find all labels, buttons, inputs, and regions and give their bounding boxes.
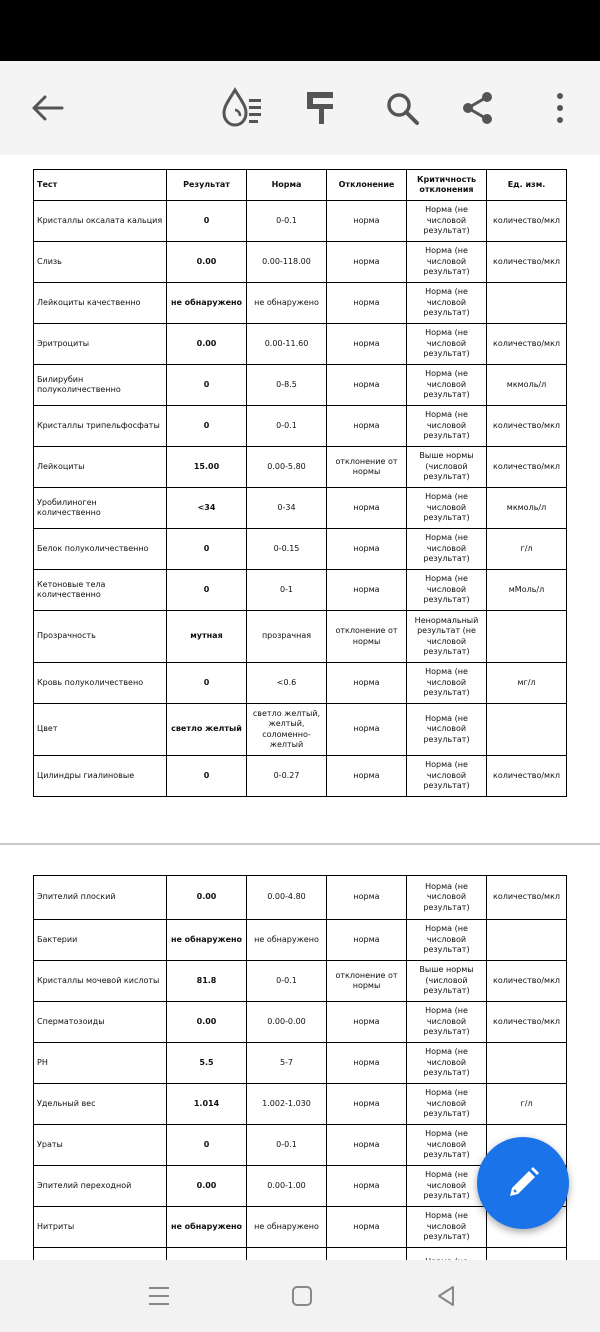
cell-criticality: Норма (не числовой результат) <box>407 283 487 324</box>
cell-test: Цилиндры гиалиновые <box>34 756 167 797</box>
header-unit: Ед. изм. <box>487 170 567 201</box>
nav-back-button[interactable] <box>426 1276 466 1316</box>
cell-unit <box>487 611 567 663</box>
cell-test: Кетоновые тела количественно <box>34 570 167 611</box>
cell-deviation: норма <box>327 663 407 704</box>
cell-result: 0 <box>167 663 247 704</box>
cell-unit <box>487 1043 567 1084</box>
cell-deviation: отклонение от нормы <box>327 961 407 1002</box>
cell-test: Ураты <box>34 1125 167 1166</box>
cell-unit: г/л <box>487 1084 567 1125</box>
cell-criticality: Норма (не числовой результат) <box>407 920 487 961</box>
cell-unit: мг/л <box>487 663 567 704</box>
cell-criticality: Норма (не числовой результат) <box>407 1207 487 1248</box>
table-row <box>34 529 567 570</box>
cell-deviation: норма <box>327 324 407 365</box>
cell-norm: 0-0.27 <box>247 756 327 797</box>
cell-result: светло желтый <box>167 704 247 756</box>
cell-norm: 0.00-5.80 <box>247 447 327 488</box>
cell-test: Лейкоциты качественно <box>34 283 167 324</box>
table-header-row <box>34 170 567 201</box>
nav-home-button[interactable] <box>282 1276 322 1316</box>
cell-unit: количество/мкл <box>487 876 567 920</box>
cell-result: 0.00 <box>167 1002 247 1043</box>
menu-icon <box>147 1285 171 1307</box>
cell-deviation: норма <box>327 242 407 283</box>
cell-result: не обнаружено <box>167 1207 247 1248</box>
table-row <box>34 704 567 756</box>
share-icon <box>460 90 496 126</box>
header-result: Результат <box>167 170 247 201</box>
cell-result: 0 <box>167 756 247 797</box>
cell-result: 0 <box>167 201 247 242</box>
cell-norm: прозрачная <box>247 611 327 663</box>
cell-criticality: Норма (не числовой результат) <box>407 529 487 570</box>
table-row <box>34 406 567 447</box>
cell-unit: количество/мкл <box>487 756 567 797</box>
cell-norm: 0-0.15 <box>247 529 327 570</box>
cell-deviation: норма <box>327 365 407 406</box>
cell-result: 0.00 <box>167 1166 247 1207</box>
cell-result: 0 <box>167 1125 247 1166</box>
cell-norm: 0.00-0.00 <box>247 1002 327 1043</box>
cell-test: Слизь <box>34 242 167 283</box>
cell-deviation: норма <box>327 1002 407 1043</box>
cell-norm: не обнаружено <box>247 920 327 961</box>
cell-result: мутная <box>167 611 247 663</box>
cell-test: Кровь полуколичествено <box>34 663 167 704</box>
cell-test: Кристаллы трипельфосфаты <box>34 406 167 447</box>
cell-criticality: Норма (не числовой результат) <box>407 1002 487 1043</box>
cell-unit: количество/мкл <box>487 201 567 242</box>
cell-criticality: Выше нормы (числовой результат) <box>407 447 487 488</box>
table-row <box>34 488 567 529</box>
reflow-button[interactable] <box>295 83 345 133</box>
water-text-icon <box>218 87 264 129</box>
cell-deviation: норма <box>327 1125 407 1166</box>
cell-criticality: Норма (не числовой результат) <box>407 570 487 611</box>
page-separator <box>0 843 600 845</box>
table-row <box>34 242 567 283</box>
cell-criticality: Норма (не числовой результат) <box>407 1125 487 1166</box>
search-button[interactable] <box>377 83 427 133</box>
cell-deviation: отклонение от нормы <box>327 611 407 663</box>
header-test: Тест <box>34 170 167 201</box>
back-triangle-icon <box>434 1284 458 1308</box>
cell-deviation: норма <box>327 920 407 961</box>
cell-result: 81.8 <box>167 961 247 1002</box>
cell-criticality: Норма (не числовой результат) <box>407 876 487 920</box>
table-row <box>34 201 567 242</box>
cell-criticality: Выше нормы (числовой результат) <box>407 961 487 1002</box>
cell-test: PH <box>34 1043 167 1084</box>
cell-unit: мкмоль/л <box>487 365 567 406</box>
cell-deviation: норма <box>327 876 407 920</box>
cell-deviation: норма <box>327 570 407 611</box>
cell-deviation: норма <box>327 406 407 447</box>
cell-result: 0.00 <box>167 242 247 283</box>
cell-test: Эпителий переходной <box>34 1166 167 1207</box>
cell-test: Сперматозоиды <box>34 1002 167 1043</box>
cell-norm: 0-34 <box>247 488 327 529</box>
cell-result: 5.5 <box>167 1043 247 1084</box>
cell-test: Кристаллы оксалата кальция <box>34 201 167 242</box>
more-vert-icon <box>555 92 565 124</box>
cell-unit: г/л <box>487 529 567 570</box>
cell-test: Бактерии <box>34 920 167 961</box>
more-options-button[interactable] <box>535 83 585 133</box>
cell-unit: количество/мкл <box>487 406 567 447</box>
cell-criticality: Норма (не числовой результат) <box>407 756 487 797</box>
table-row <box>34 283 567 324</box>
cell-test: Уробилиноген количественно <box>34 488 167 529</box>
table-row <box>34 324 567 365</box>
cell-norm: 0.00-4.80 <box>247 876 327 920</box>
table-row <box>34 663 567 704</box>
cell-result: 0.00 <box>167 324 247 365</box>
cell-unit <box>487 283 567 324</box>
cell-criticality: Ненормальный результат (не числовой результат) <box>407 611 487 663</box>
cell-norm: 0-0.1 <box>247 201 327 242</box>
document-viewer[interactable] <box>0 155 600 1260</box>
cell-criticality: Норма (не числовой результат) <box>407 324 487 365</box>
cell-result: 1.014 <box>167 1084 247 1125</box>
cell-result: 0 <box>167 406 247 447</box>
cell-norm: 0.00-1.00 <box>247 1166 327 1207</box>
cell-norm: светло желтый, желтый, соломенно-желтый <box>247 704 327 756</box>
cell-unit <box>487 704 567 756</box>
cell-deviation: норма <box>327 756 407 797</box>
cell-deviation: норма <box>327 1084 407 1125</box>
cell-norm: не обнаружено <box>247 1207 327 1248</box>
cell-criticality: Норма (не числовой результат) <box>407 1166 487 1207</box>
table-row <box>34 1043 567 1084</box>
table-row <box>34 365 567 406</box>
edit-pencil-icon <box>505 1165 541 1201</box>
cell-criticality: Норма (не числовой результат) <box>407 365 487 406</box>
cell-test: Лейкоциты <box>34 447 167 488</box>
cell-criticality: Норма (не числовой результат) <box>407 242 487 283</box>
cell-deviation: норма <box>327 488 407 529</box>
table-row <box>34 920 567 961</box>
cell-norm: не обнаружено <box>247 283 327 324</box>
cell-unit: количество/мкл <box>487 242 567 283</box>
cell-norm: 1.002-1.030 <box>247 1084 327 1125</box>
header-norm: Норма <box>247 170 327 201</box>
cell-criticality: Норма (не числовой результат) <box>407 704 487 756</box>
results-table-page-2 <box>33 875 567 1278</box>
cell-result: 0 <box>167 570 247 611</box>
cell-norm: 5-7 <box>247 1043 327 1084</box>
cell-criticality: Норма (не числовой результат) <box>407 201 487 242</box>
cell-norm: 0.00-11.60 <box>247 324 327 365</box>
cell-norm: 0-0.1 <box>247 406 327 447</box>
cell-unit: мМоль/л <box>487 570 567 611</box>
cell-result: 0.00 <box>167 876 247 920</box>
cell-result: <34 <box>167 488 247 529</box>
share-button[interactable] <box>453 83 503 133</box>
header-criticality: Критичность отклонения <box>407 170 487 201</box>
cell-deviation: норма <box>327 201 407 242</box>
cell-result: не обнаружено <box>167 920 247 961</box>
table-row <box>34 1084 567 1125</box>
cell-test: Прозрачность <box>34 611 167 663</box>
reflow-icon <box>304 89 336 127</box>
arrow-back-icon <box>30 94 64 122</box>
system-nav-bar <box>0 1260 600 1332</box>
edit-fab-button[interactable] <box>477 1137 569 1229</box>
cell-unit: количество/мкл <box>487 961 567 1002</box>
cell-test: Белок полуколичественно <box>34 529 167 570</box>
cell-test: Нитриты <box>34 1207 167 1248</box>
cell-norm: 0-8.5 <box>247 365 327 406</box>
table-row <box>34 756 567 797</box>
cell-deviation: норма <box>327 1166 407 1207</box>
cell-criticality: Норма (не числовой результат) <box>407 1084 487 1125</box>
cell-result: 0 <box>167 365 247 406</box>
back-button[interactable] <box>22 83 72 133</box>
home-square-icon <box>290 1284 314 1308</box>
cell-result: 0 <box>167 529 247 570</box>
table-row <box>34 1002 567 1043</box>
cell-result: 15.00 <box>167 447 247 488</box>
cell-criticality: Норма (не числовой результат) <box>407 488 487 529</box>
cell-norm: 0-1 <box>247 570 327 611</box>
top-toolbar <box>0 61 600 155</box>
cell-norm: 0-0.1 <box>247 1125 327 1166</box>
cell-result: не обнаружено <box>167 283 247 324</box>
cell-test: Билирубин полуколичественно <box>34 365 167 406</box>
cell-deviation: отклонение от нормы <box>327 447 407 488</box>
cell-criticality: Норма (не числовой результат) <box>407 663 487 704</box>
cell-test: Кристаллы мочевой кислоты <box>34 961 167 1002</box>
night-mode-button[interactable] <box>216 83 266 133</box>
table-row <box>34 611 567 663</box>
table-row <box>34 447 567 488</box>
cell-norm: 0.00-118.00 <box>247 242 327 283</box>
results-table-page-1 <box>33 169 567 797</box>
cell-deviation: норма <box>327 529 407 570</box>
cell-norm: <0.6 <box>247 663 327 704</box>
cell-norm: 0-0.1 <box>247 961 327 1002</box>
header-deviation: Отклонение <box>327 170 407 201</box>
cell-unit: мкмоль/л <box>487 488 567 529</box>
cell-test: Эпителий плоский <box>34 876 167 920</box>
cell-test: Цвет <box>34 704 167 756</box>
status-bar <box>0 0 600 61</box>
search-icon <box>384 90 420 126</box>
cell-deviation: норма <box>327 1043 407 1084</box>
table-row <box>34 876 567 920</box>
table-row <box>34 961 567 1002</box>
nav-menu-button[interactable] <box>139 1276 179 1316</box>
cell-criticality: Норма (не числовой результат) <box>407 406 487 447</box>
cell-deviation: норма <box>327 1207 407 1248</box>
cell-deviation: норма <box>327 283 407 324</box>
table-row <box>34 570 567 611</box>
cell-test: Удельный вес <box>34 1084 167 1125</box>
cell-deviation: норма <box>327 704 407 756</box>
cell-unit: количество/мкл <box>487 1002 567 1043</box>
cell-criticality: Норма (не числовой результат) <box>407 1043 487 1084</box>
cell-unit: количество/мкл <box>487 324 567 365</box>
cell-test: Эритроциты <box>34 324 167 365</box>
cell-unit <box>487 920 567 961</box>
table-row <box>34 1207 567 1248</box>
cell-unit: количество/мкл <box>487 447 567 488</box>
